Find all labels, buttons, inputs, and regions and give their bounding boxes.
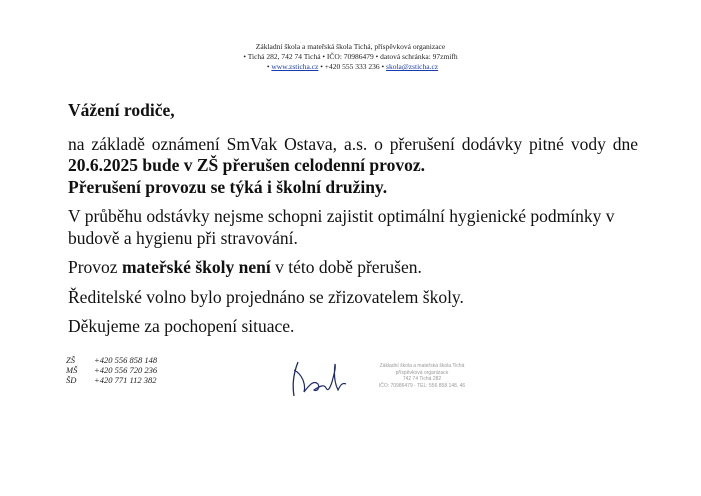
school-stamp bbox=[366, 363, 478, 389]
bullet: • bbox=[381, 62, 385, 71]
greeting: Vážení rodiče, bbox=[68, 100, 175, 120]
phone-label: MŠ bbox=[66, 365, 78, 375]
phone-row bbox=[66, 375, 157, 385]
phone-value: +420 771 112 382 bbox=[94, 375, 157, 385]
after-school-club-text: Přerušení provozu se týká i školní družiny. bbox=[68, 176, 388, 197]
kindergarten-text-end: v této době přerušen. bbox=[270, 257, 422, 277]
website-link[interactable]: www.zsticha.cz bbox=[271, 62, 319, 71]
letterhead-school-name: Základní škola a mateřská škola Tichá, příspěvková organizace bbox=[255, 42, 446, 51]
paragraph-hygiene: V průběhu odstávky nejsme schopni zajistit optimální hygienické podmínky v budově a hygienu při stravování. bbox=[68, 206, 615, 248]
phone-value: +420 556 720 236 bbox=[94, 365, 158, 375]
bullet: • bbox=[320, 62, 323, 71]
stamp-line: IČO: 70986479 · TEL: 556 858 148, 46 bbox=[378, 382, 466, 389]
phone-number: +420 555 333 236 bbox=[324, 62, 380, 71]
announcement-text: na základě oznámení SmVak Ostava, a.s. o přerušení dodávky pitné vody dne bbox=[68, 133, 638, 154]
paragraph-thanks: Děkujeme za pochopení situace. bbox=[68, 316, 295, 336]
paragraph-kindergarten bbox=[68, 257, 638, 279]
phone-row bbox=[66, 365, 157, 375]
phone-list bbox=[66, 355, 157, 385]
letterhead bbox=[0, 42, 701, 72]
phone-row bbox=[66, 355, 157, 365]
bullet: • bbox=[266, 62, 270, 71]
paragraph-announcement bbox=[68, 134, 638, 199]
stamp-line: 742 74 Tichá 282 bbox=[402, 376, 442, 382]
letterhead-contacts bbox=[0, 62, 701, 72]
email-link[interactable]: skola@zsticha.cz bbox=[386, 62, 439, 71]
stamp-line: Základní škola a mateřská škola Tichá bbox=[379, 363, 465, 369]
paragraph-director-leave: Ředitelské volno bylo projednáno se zřizovatelem školy. bbox=[68, 286, 464, 307]
phone-label: ŠD bbox=[66, 375, 77, 385]
signature bbox=[284, 358, 354, 400]
phone-label: ZŠ bbox=[66, 355, 75, 365]
letter-body bbox=[68, 100, 638, 346]
letterhead-address: • Tichá 282, 742 74 Tichá • IČO: 70986479 • datová schránka: 97zmifh bbox=[243, 52, 458, 61]
stamp-line: příspěvková organizace bbox=[395, 369, 449, 376]
kindergarten-text-start: Provoz bbox=[68, 257, 122, 277]
phone-value: +420 556 858 148 bbox=[94, 355, 158, 365]
closure-date-text: 20.6.2025 bude v ZŠ přerušen celodenní provoz. bbox=[68, 155, 425, 175]
kindergarten-bold: mateřské školy není bbox=[121, 257, 271, 277]
